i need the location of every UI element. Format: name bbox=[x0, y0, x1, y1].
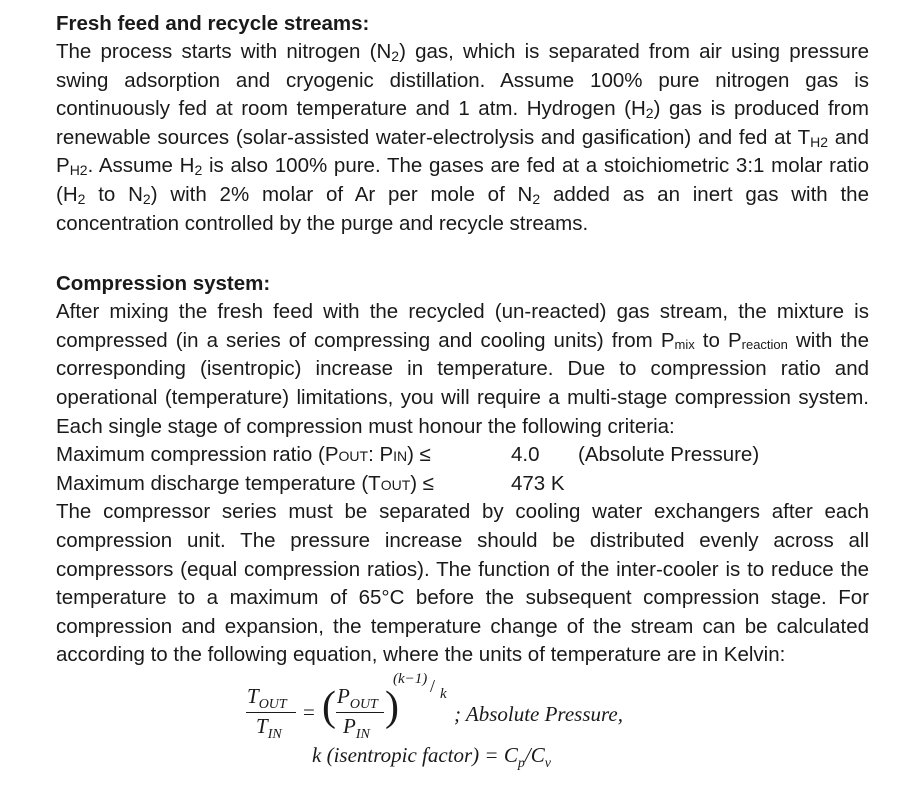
criterion-compression-ratio bbox=[56, 441, 869, 470]
text-run: to P bbox=[694, 328, 742, 352]
criterion-discharge-temperature bbox=[56, 470, 869, 499]
document-page bbox=[56, 10, 869, 670]
eq-right-paren: ) bbox=[385, 684, 399, 730]
subscript: 2 bbox=[391, 48, 400, 64]
text-run: ) with 2% molar of Ar per mole of N bbox=[150, 182, 533, 206]
eq-denominator-right bbox=[343, 714, 370, 743]
text-run: with the corresponding (isentropic) increase in temperature. Due to compression ratio and operational (temperature) limitations, you will require a multi-stage compression system. Each single stage of compression must honour the following criteria: bbox=[56, 328, 869, 438]
text-run: and bbox=[828, 125, 869, 149]
eq-subscript: p bbox=[517, 756, 525, 772]
section-heading-compression: Compression system: bbox=[56, 272, 271, 296]
text-run: ) ≤ bbox=[407, 443, 431, 467]
criterion-value: 473 K bbox=[511, 471, 565, 495]
text-run: After mixing the fresh feed with the recycled (un-reacted) gas stream, the mixture is compressed (in a series of compressing and cooling units) from P bbox=[56, 300, 869, 352]
eq-symbol: P bbox=[337, 684, 350, 708]
subscript: 2 bbox=[142, 190, 151, 207]
eq-symbol: P bbox=[343, 714, 356, 738]
eq-symbol: T bbox=[256, 714, 268, 738]
text-run: added as an inert gas with the concentration controlled by the purge and recycle streams. bbox=[56, 182, 869, 235]
eq-symbol: T bbox=[247, 684, 259, 708]
subscript: H2 bbox=[69, 162, 88, 179]
text-run: . Assume H bbox=[87, 154, 195, 178]
subscript: mix bbox=[674, 336, 695, 352]
eq-text: k (isentropic factor) = C bbox=[312, 743, 518, 767]
section-heading-feed: Fresh feed and recycle streams: bbox=[56, 12, 370, 35]
text-run: to N bbox=[85, 182, 143, 206]
text-run: The process starts with nitrogen (N bbox=[56, 40, 392, 63]
text-run: ) ≤ bbox=[410, 471, 435, 495]
small-caps-text: out bbox=[380, 471, 411, 495]
eq-equals: = bbox=[303, 700, 315, 724]
eq-subscript: IN bbox=[267, 727, 282, 743]
subscript: H2 bbox=[810, 133, 829, 150]
criterion-unit: (Absolute Pressure) bbox=[578, 443, 760, 467]
criterion-value: 4.0 bbox=[511, 443, 540, 467]
eq-subscript: OUT bbox=[349, 697, 378, 713]
criterion-label bbox=[56, 470, 434, 499]
eq-exponent-slash: / bbox=[430, 676, 436, 696]
feed-paragraph bbox=[56, 38, 869, 238]
eq-subscript: IN bbox=[355, 727, 370, 743]
compression-paragraph bbox=[56, 298, 869, 441]
subscript: reaction bbox=[741, 336, 788, 352]
subscript: 2 bbox=[194, 162, 203, 179]
small-caps-text: in bbox=[393, 443, 408, 467]
subscript: 2 bbox=[532, 190, 541, 207]
subscript: 2 bbox=[645, 105, 654, 122]
text-run: is also 100% pure. The gases are fed at a stoichiometric 3:1 molar ratio (H bbox=[56, 154, 869, 206]
eq-subscript: OUT bbox=[258, 697, 287, 713]
eq-exponent-denominator: k bbox=[440, 686, 447, 702]
eq-left-paren: ( bbox=[322, 684, 336, 730]
eq-numerator-left bbox=[247, 684, 287, 713]
eq-denominator-left bbox=[256, 714, 282, 743]
intercooler-paragraph: The compressor series must be separated by cooling water exchangers after each compression unit. The pressure increase should be distributed evenly across all compressors (equal compression ratios). The function of the inter-cooler is to reduce the temperature to a maximum of 65°C before the subsequent compression stage. For compression and expansion, the temperature change of the stream can be calculated according to the following equation, where the units of temperature are in Kelvin: bbox=[56, 500, 869, 667]
text-run: Maximum discharge temperature (T bbox=[56, 471, 381, 495]
text-run: : P bbox=[368, 443, 394, 467]
text-run: T bbox=[797, 125, 811, 149]
small-caps-text: out bbox=[338, 443, 369, 467]
eq-isentropic-factor bbox=[312, 743, 551, 772]
text-run: ) gas is produced from renewable sources (solar-assisted water-electrolysis and gasification) and fed at bbox=[56, 97, 869, 149]
text-run: ) gas, which is separated from air using pressure swing adsorption and cryogenic distillation. Assume 100% pure nitrogen gas is continuously fed at room temperature and 1 atm. Hydrogen (H bbox=[56, 40, 869, 121]
criterion-label bbox=[56, 441, 431, 470]
text-run: P bbox=[56, 154, 70, 178]
eq-subscript: v bbox=[544, 756, 551, 772]
eq-numerator-right bbox=[337, 684, 378, 713]
eq-exponent-numerator: (k−1) bbox=[393, 671, 428, 687]
text-run: Maximum compression ratio (P bbox=[56, 443, 339, 467]
eq-note: ; Absolute Pressure, bbox=[454, 702, 623, 726]
subscript: 2 bbox=[77, 190, 86, 207]
eq-text: /C bbox=[524, 743, 545, 767]
